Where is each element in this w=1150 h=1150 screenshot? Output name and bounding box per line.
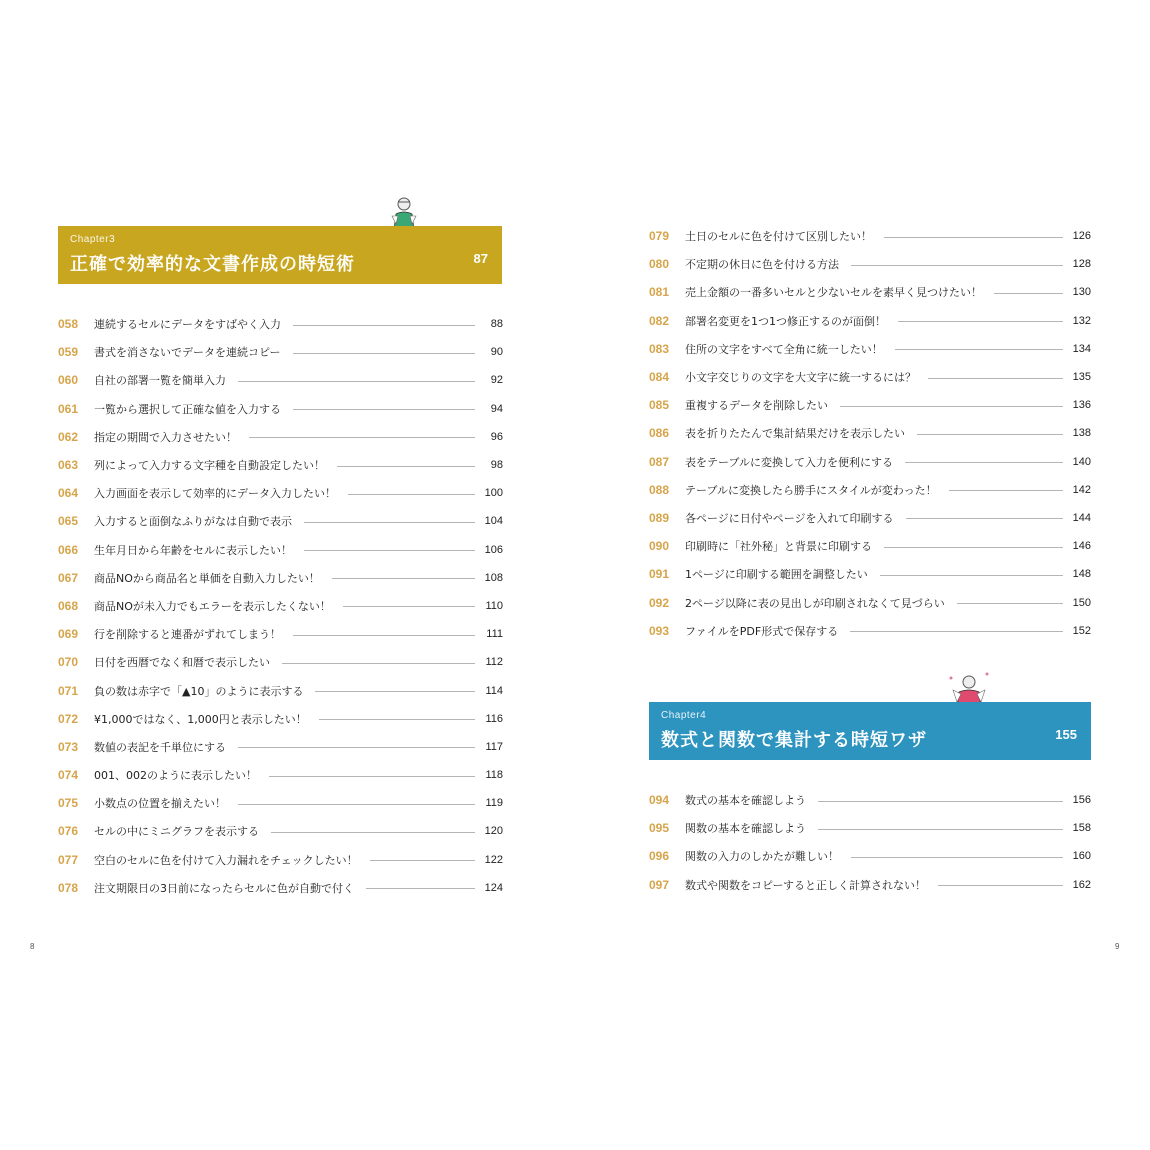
toc-leader-line xyxy=(884,237,1063,238)
toc-item-number: 081 xyxy=(649,285,670,300)
toc-item-number: 083 xyxy=(649,341,670,356)
toc-item[interactable] xyxy=(58,395,503,423)
toc-item-page: 119 xyxy=(485,797,503,810)
toc-item[interactable] xyxy=(58,733,503,761)
toc-item-number: 075 xyxy=(58,796,79,811)
toc-item-page: 120 xyxy=(484,825,503,838)
toc-item-title: 各ページに日付やページを入れて印刷する xyxy=(685,511,894,525)
toc-item-page: 98 xyxy=(490,459,503,472)
toc-item[interactable] xyxy=(58,592,503,620)
chapter4-title: 数式と関数で集計する時短ワザ xyxy=(661,730,927,751)
toc-item[interactable] xyxy=(58,676,503,704)
toc-item-title: 日付を西暦でなく和暦で表示したい xyxy=(94,656,270,670)
toc-item-page: 150 xyxy=(1072,596,1091,609)
toc-item-title: 自社の部署一覧を簡単入力 xyxy=(94,374,226,388)
toc-item-title: 表をテーブルに変換して入力を便利にする xyxy=(685,455,894,469)
toc-item-title: 数式や関数をコピーすると正しく計算されない！ xyxy=(685,878,927,892)
toc-item-number: 094 xyxy=(649,793,670,808)
toc-item-number: 076 xyxy=(58,824,79,839)
page-number-left: 8 xyxy=(30,942,35,951)
toc-leader-line xyxy=(337,466,475,467)
toc-leader-line xyxy=(343,606,475,607)
toc-item[interactable] xyxy=(58,648,503,676)
toc-item-title: 住所の文字をすべて全角に統一したい！ xyxy=(685,342,883,356)
toc-item-page: 130 xyxy=(1072,286,1091,299)
toc-item-title: 関数の入力のしかたが難しい！ xyxy=(685,850,839,864)
toc-item-title: 関数の基本を確認しよう xyxy=(685,822,806,836)
toc-item-title: 一覧から選択して正確な値を入力する xyxy=(94,402,281,416)
toc-leader-line xyxy=(319,719,475,720)
toc-item[interactable] xyxy=(649,278,1091,306)
toc-item-page: 146 xyxy=(1072,540,1091,553)
toc-item-page: 136 xyxy=(1072,399,1091,412)
toc-item-number: 091 xyxy=(649,567,670,582)
toc-item-number: 089 xyxy=(649,510,670,525)
toc-item-number: 064 xyxy=(58,486,79,501)
toc-item[interactable] xyxy=(649,391,1091,419)
toc-item-page: 106 xyxy=(484,543,503,556)
toc-item-number: 095 xyxy=(649,821,670,836)
toc-leader-line xyxy=(293,353,475,354)
toc-item-title: 売上金額の一番多いセルと少ないセルを素早く見つけたい！ xyxy=(685,286,982,300)
toc-item-title: 入力すると面倒なふりがなは自動で表示 xyxy=(94,515,292,529)
toc-item[interactable] xyxy=(649,588,1091,616)
toc-item-title: 書式を消さないでデータを連続コピー xyxy=(94,346,281,360)
toc-item-page: 96 xyxy=(490,430,503,443)
toc-item-number: 071 xyxy=(58,683,79,698)
toc-item-title: 負の数は赤字で「▲10」のように表示する xyxy=(94,684,304,698)
toc-item[interactable] xyxy=(649,814,1091,842)
toc-item-page: 100 xyxy=(484,487,503,500)
toc-item[interactable] xyxy=(58,817,503,845)
toc-item-title: 001、002のように表示したい！ xyxy=(94,769,257,783)
toc-leader-line xyxy=(850,631,1063,632)
toc-item-title: 商品NOが未入力でもエラーを表示したくない！ xyxy=(94,599,331,613)
toc-item-number: 082 xyxy=(649,313,670,328)
toc-item[interactable] xyxy=(58,423,503,451)
toc-leader-line xyxy=(282,663,475,664)
toc-leader-line xyxy=(370,860,475,861)
toc-item-title: 2ページ以降に表の見出しが印刷されなくて見づらい xyxy=(685,596,945,610)
toc-item-page: 118 xyxy=(485,769,503,782)
toc-item-number: 065 xyxy=(58,514,79,529)
toc-item-page: 142 xyxy=(1072,483,1091,496)
toc-item-page: 112 xyxy=(485,656,503,669)
toc-item-number: 097 xyxy=(649,877,670,892)
chapter4-label: Chapter4 xyxy=(661,710,707,721)
toc-leader-line xyxy=(898,321,1063,322)
toc-item-number: 067 xyxy=(58,570,79,585)
toc-item-number: 062 xyxy=(58,429,79,444)
toc-leader-line xyxy=(818,829,1063,830)
toc-list-chapter4 xyxy=(649,786,1091,899)
toc-item-page: 144 xyxy=(1072,511,1091,524)
toc-item-page: 135 xyxy=(1072,371,1091,384)
toc-list-left xyxy=(58,310,503,902)
toc-item[interactable] xyxy=(58,366,503,394)
toc-leader-line xyxy=(938,885,1063,886)
page-number-right: 9 xyxy=(1115,942,1120,951)
toc-item-title: 生年月日から年齢をセルに表示したい！ xyxy=(94,543,292,557)
toc-item[interactable] xyxy=(649,617,1091,645)
toc-item-title: 連続するセルにデータをすばやく入力 xyxy=(94,318,281,332)
toc-leader-line xyxy=(271,832,475,833)
toc-leader-line xyxy=(366,888,475,889)
toc-leader-line xyxy=(348,494,475,495)
toc-item-title: 土日のセルに色を付けて区別したい！ xyxy=(685,230,872,244)
toc-item-number: 072 xyxy=(58,711,79,726)
toc-leader-line xyxy=(917,434,1063,435)
toc-item-number: 088 xyxy=(649,482,670,497)
toc-item-page: 92 xyxy=(490,374,503,387)
toc-item-page: 108 xyxy=(484,571,503,584)
toc-item[interactable] xyxy=(58,338,503,366)
toc-item-title: 1ページに印刷する範囲を調整したい xyxy=(685,568,868,582)
toc-item-number: 096 xyxy=(649,849,670,864)
toc-item[interactable] xyxy=(58,789,503,817)
toc-item[interactable] xyxy=(649,504,1091,532)
toc-item[interactable] xyxy=(58,451,503,479)
toc-item-number: 080 xyxy=(649,257,670,272)
toc-item-number: 077 xyxy=(58,852,79,867)
toc-item-page: 140 xyxy=(1072,455,1091,468)
toc-item-title: ¥1,000ではなく、1,000円と表示したい！ xyxy=(94,712,307,726)
toc-item-title: 注文期限日の3日前になったらセルに色が自動で付く xyxy=(94,881,354,895)
toc-item-number: 092 xyxy=(649,595,670,610)
chapter4-banner[interactable] xyxy=(649,702,1091,760)
toc-item-number: 063 xyxy=(58,458,79,473)
toc-item-page: 134 xyxy=(1072,342,1091,355)
toc-leader-line xyxy=(884,547,1063,548)
toc-item-number: 074 xyxy=(58,768,79,783)
toc-leader-line xyxy=(304,522,475,523)
toc-item-page: 88 xyxy=(490,318,503,331)
toc-item-page: 124 xyxy=(484,881,503,894)
toc-leader-line xyxy=(905,462,1063,463)
toc-leader-line xyxy=(304,550,475,551)
toc-item-title: 空白のセルに色を付けて入力漏れをチェックしたい！ xyxy=(94,853,358,867)
toc-item-title: 表を折りたたんで集計結果だけを表示したい xyxy=(685,427,905,441)
toc-item[interactable] xyxy=(58,620,503,648)
toc-item-title: 小数点の位置を揃えたい！ xyxy=(94,797,226,811)
toc-item-number: 087 xyxy=(649,454,670,469)
toc-item-title: 行を削除すると連番がずれてしまう！ xyxy=(94,628,281,642)
toc-leader-line xyxy=(293,635,475,636)
toc-list-right xyxy=(649,222,1091,645)
toc-item-number: 085 xyxy=(649,398,670,413)
toc-item-number: 066 xyxy=(58,542,79,557)
chapter3-title: 正確で効率的な文書作成の時短術 xyxy=(70,254,355,275)
toc-item-number: 090 xyxy=(649,539,670,554)
toc-leader-line xyxy=(949,490,1063,491)
toc-leader-line xyxy=(332,578,475,579)
toc-item-title: 列によって入力する文字種を自動設定したい！ xyxy=(94,459,325,473)
toc-item[interactable] xyxy=(649,335,1091,363)
toc-item-title: 重複するデータを削除したい xyxy=(685,399,828,413)
toc-item-number: 061 xyxy=(58,401,79,416)
toc-leader-line xyxy=(818,801,1063,802)
toc-item-number: 068 xyxy=(58,598,79,613)
toc-leader-line xyxy=(249,437,475,438)
toc-item-page: 126 xyxy=(1072,230,1091,243)
toc-item[interactable] xyxy=(649,476,1091,504)
toc-item-number: 078 xyxy=(58,880,79,895)
toc-item[interactable] xyxy=(649,448,1091,476)
toc-leader-line xyxy=(851,857,1063,858)
toc-leader-line xyxy=(293,325,475,326)
toc-item-title: 数値の表記を千単位にする xyxy=(94,740,226,754)
toc-item[interactable] xyxy=(649,560,1091,588)
toc-item[interactable] xyxy=(58,536,503,564)
toc-item-title: 指定の期間で入力させたい！ xyxy=(94,430,237,444)
toc-item[interactable] xyxy=(58,310,503,338)
toc-leader-line xyxy=(293,409,475,410)
toc-leader-line xyxy=(906,518,1063,519)
toc-item-number: 058 xyxy=(58,317,79,332)
toc-item-number: 084 xyxy=(649,370,670,385)
toc-item-number: 073 xyxy=(58,739,79,754)
toc-item[interactable] xyxy=(649,532,1091,560)
toc-item-page: 116 xyxy=(485,712,503,725)
toc-item-number: 079 xyxy=(649,229,670,244)
toc-item[interactable] xyxy=(649,307,1091,335)
toc-item-page: 148 xyxy=(1072,568,1091,581)
toc-leader-line xyxy=(994,293,1063,294)
toc-item[interactable] xyxy=(58,479,503,507)
chapter4-page: 155 xyxy=(1055,727,1077,742)
toc-item[interactable] xyxy=(58,705,503,733)
toc-item-title: 不定期の休日に色を付ける方法 xyxy=(685,258,839,272)
toc-item-number: 093 xyxy=(649,623,670,638)
chapter3-label: Chapter3 xyxy=(70,234,116,245)
toc-leader-line xyxy=(957,603,1063,604)
toc-leader-line xyxy=(238,804,475,805)
toc-item[interactable] xyxy=(649,871,1091,899)
toc-item-page: 160 xyxy=(1072,850,1091,863)
toc-item[interactable] xyxy=(649,786,1091,814)
toc-item[interactable] xyxy=(58,846,503,874)
toc-item-number: 086 xyxy=(649,426,670,441)
toc-item[interactable] xyxy=(58,564,503,592)
toc-item-title: テーブルに変換したら勝手にスタイルが変わった！ xyxy=(685,483,937,497)
toc-leader-line xyxy=(315,691,475,692)
toc-item-number: 070 xyxy=(58,655,79,670)
toc-item[interactable] xyxy=(58,874,503,902)
toc-item-number: 069 xyxy=(58,627,79,642)
toc-item-page: 90 xyxy=(490,346,503,359)
toc-item-title: 印刷時に「社外秘」と背景に印刷する xyxy=(685,540,872,554)
toc-item-title: 小文字交じりの文字を大文字に統一するには？ xyxy=(685,371,916,385)
toc-item-title: セルの中にミニグラフを表示する xyxy=(94,825,259,839)
toc-item-page: 104 xyxy=(484,515,503,528)
toc-item[interactable] xyxy=(58,761,503,789)
toc-item-page: 162 xyxy=(1072,878,1091,891)
toc-item-page: 138 xyxy=(1072,427,1091,440)
toc-item-page: 111 xyxy=(486,628,503,641)
toc-item-title: 商品NOから商品名と単価を自動入力したい！ xyxy=(94,571,320,585)
toc-item-page: 158 xyxy=(1072,822,1091,835)
toc-item-title: ファイルをPDF形式で保存する xyxy=(685,624,839,638)
toc-item[interactable] xyxy=(58,507,503,535)
toc-leader-line xyxy=(238,381,475,382)
toc-item-page: 110 xyxy=(485,599,503,612)
toc-item-number: 060 xyxy=(58,373,79,388)
toc-leader-line xyxy=(895,349,1063,350)
toc-item[interactable] xyxy=(649,222,1091,250)
chapter3-banner[interactable] xyxy=(58,226,502,284)
toc-item-page: 132 xyxy=(1072,314,1091,327)
toc-leader-line xyxy=(238,747,475,748)
toc-item-title: 入力画面を表示して効率的にデータ入力したい！ xyxy=(94,487,336,501)
toc-leader-line xyxy=(269,776,475,777)
toc-item[interactable] xyxy=(649,419,1091,447)
toc-leader-line xyxy=(851,265,1063,266)
toc-item-number: 059 xyxy=(58,345,79,360)
toc-item[interactable] xyxy=(649,363,1091,391)
toc-item-title: 部署名変更を1つ1つ修正するのが面倒！ xyxy=(685,314,886,328)
toc-item-page: 128 xyxy=(1072,258,1091,271)
toc-item-page: 117 xyxy=(485,740,503,753)
toc-item-page: 94 xyxy=(490,402,503,415)
toc-item-page: 122 xyxy=(484,853,503,866)
toc-item-page: 114 xyxy=(485,684,503,697)
toc-leader-line xyxy=(880,575,1063,576)
toc-item-page: 152 xyxy=(1072,624,1091,637)
toc-item[interactable] xyxy=(649,250,1091,278)
toc-item[interactable] xyxy=(649,842,1091,870)
toc-leader-line xyxy=(928,378,1063,379)
toc-item-page: 156 xyxy=(1072,794,1091,807)
toc-leader-line xyxy=(840,406,1063,407)
toc-item-title: 数式の基本を確認しよう xyxy=(685,794,806,808)
chapter3-page: 87 xyxy=(473,251,488,266)
